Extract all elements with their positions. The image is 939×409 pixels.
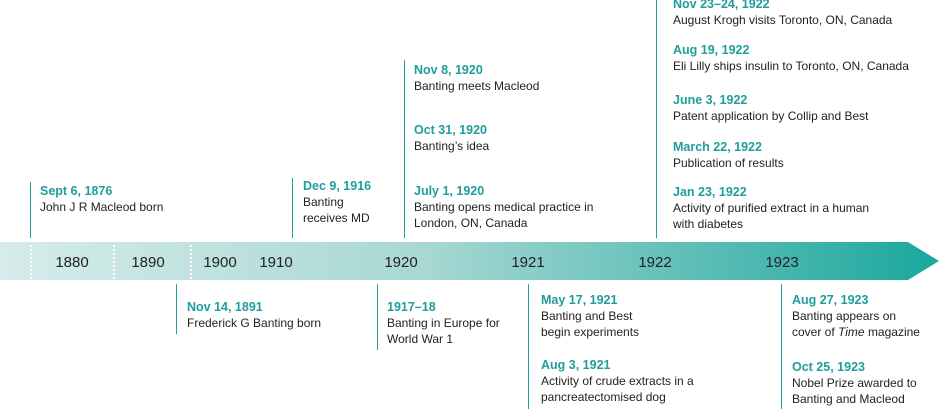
event-desc: begin experiments bbox=[541, 325, 640, 339]
event-desc: London, ON, Canada bbox=[414, 216, 528, 230]
event-world-war-1 bbox=[387, 300, 500, 347]
magazine-title: Time bbox=[838, 325, 865, 339]
event-desc: Activity of purified extract in a human bbox=[673, 201, 870, 215]
event-desc: receives MD bbox=[303, 211, 370, 225]
event-desc: with diabetes bbox=[673, 217, 744, 231]
event-desc: Publication of results bbox=[673, 156, 784, 170]
year-label-1890: 1890 bbox=[131, 254, 165, 271]
event-desc: Banting’s idea bbox=[414, 139, 490, 153]
event-desc bbox=[792, 324, 920, 340]
event-desc: Banting meets Macleod bbox=[414, 79, 540, 93]
axis-break-mark bbox=[113, 245, 115, 279]
event-publication bbox=[673, 140, 784, 171]
event-human-extract bbox=[673, 185, 869, 232]
event-date: Aug 27, 1923 bbox=[792, 293, 869, 307]
year-label-1921: 1921 bbox=[511, 254, 545, 271]
event-date: Oct 25, 1923 bbox=[792, 360, 865, 374]
event-desc: Banting appears on bbox=[792, 309, 897, 323]
event-date: Sept 6, 1876 bbox=[40, 184, 113, 198]
event-desc: pancreatectomised dog bbox=[541, 390, 666, 404]
event-date: Jan 23, 1922 bbox=[673, 185, 747, 199]
axis-break-mark bbox=[30, 245, 32, 279]
event-date: 1917–18 bbox=[387, 300, 436, 314]
connector-line bbox=[528, 284, 529, 409]
event-date: May 17, 1921 bbox=[541, 293, 618, 307]
event-banting-md bbox=[303, 179, 371, 226]
connector-line bbox=[176, 284, 177, 334]
event-desc-part: cover of bbox=[792, 325, 835, 339]
event-desc: Eli Lilly ships insulin to Toronto, ON, Canada bbox=[673, 59, 909, 73]
event-desc: Nobel Prize awarded to bbox=[792, 376, 917, 390]
year-label-1923: 1923 bbox=[765, 254, 799, 271]
event-desc: August Krogh visits Toronto, ON, Canada bbox=[673, 13, 893, 27]
event-desc: Banting and Macleod bbox=[792, 392, 905, 406]
event-krogh-visit bbox=[673, 0, 892, 28]
event-desc: World War 1 bbox=[387, 332, 454, 346]
event-desc: Activity of crude extracts in a bbox=[541, 374, 694, 388]
event-date: Aug 3, 1921 bbox=[541, 358, 611, 372]
connector-line bbox=[30, 182, 31, 238]
connector-line bbox=[781, 284, 782, 409]
event-meets-macleod bbox=[414, 63, 539, 94]
event-date: Aug 19, 1922 bbox=[673, 43, 750, 57]
event-desc: John J R Macleod born bbox=[40, 200, 164, 214]
event-bantings-idea bbox=[414, 123, 489, 154]
event-date: Dec 9, 1916 bbox=[303, 179, 372, 193]
event-date: Oct 31, 1920 bbox=[414, 123, 487, 137]
event-date: Nov 23–24, 1922 bbox=[673, 0, 770, 11]
connector-line bbox=[377, 284, 378, 350]
connector-line bbox=[404, 60, 405, 238]
event-experiments bbox=[541, 293, 639, 340]
event-patent bbox=[673, 93, 868, 124]
event-lilly-ships bbox=[673, 43, 909, 74]
event-date: Nov 14, 1891 bbox=[187, 300, 263, 314]
event-date: Nov 8, 1920 bbox=[414, 63, 483, 77]
event-nobel-prize bbox=[792, 360, 917, 407]
event-date: March 22, 1922 bbox=[673, 140, 762, 154]
year-label-1880: 1880 bbox=[55, 254, 89, 271]
event-date: July 1, 1920 bbox=[414, 184, 485, 198]
event-desc: Banting bbox=[303, 195, 344, 209]
event-banting-born bbox=[187, 300, 321, 331]
axis-break-mark bbox=[190, 245, 192, 279]
event-desc-part: magazine bbox=[867, 325, 920, 339]
event-desc: Banting in Europe for bbox=[387, 316, 500, 330]
connector-line bbox=[292, 178, 293, 238]
connector-line bbox=[656, 0, 657, 238]
year-label-1920: 1920 bbox=[384, 254, 418, 271]
event-date: June 3, 1922 bbox=[673, 93, 748, 107]
event-medical-practice bbox=[414, 184, 593, 231]
event-desc: Banting and Best bbox=[541, 309, 633, 323]
event-desc: Frederick G Banting born bbox=[187, 316, 322, 330]
event-macleod-born bbox=[40, 184, 163, 215]
year-label-1910: 1910 bbox=[259, 254, 293, 271]
event-desc: Patent application by Collip and Best bbox=[673, 109, 869, 123]
event-desc: Banting opens medical practice in bbox=[414, 200, 594, 214]
event-time-cover bbox=[792, 293, 920, 340]
year-label-1900: 1900 bbox=[203, 254, 237, 271]
event-crude-extracts bbox=[541, 358, 694, 405]
year-label-1922: 1922 bbox=[638, 254, 672, 271]
